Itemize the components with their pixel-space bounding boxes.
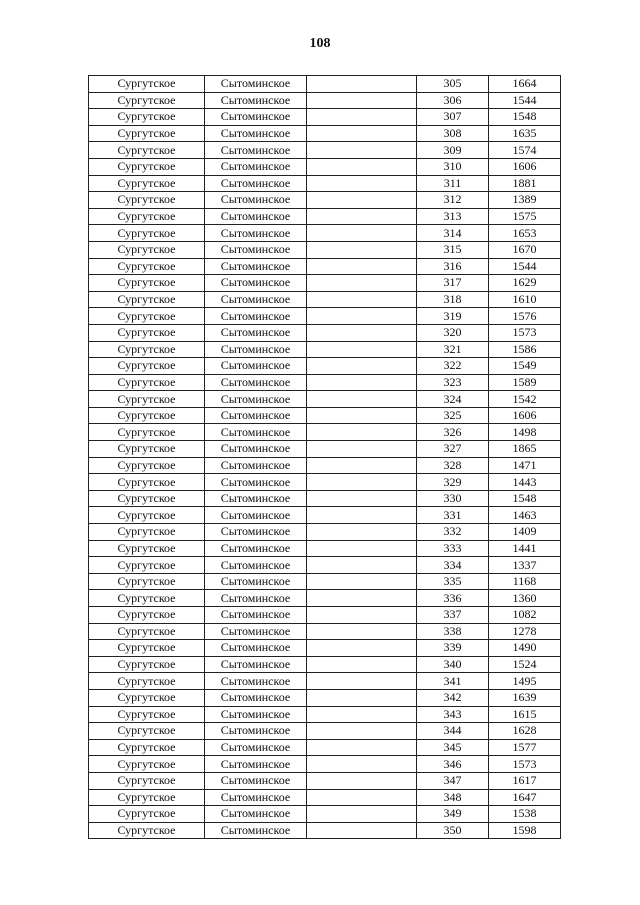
- area-name-cell: Сытоминское: [205, 590, 307, 607]
- field-name-cell: Сургутское: [89, 341, 205, 358]
- field-name-cell: Сургутское: [89, 756, 205, 773]
- well-number-cell: 322: [417, 358, 489, 375]
- empty-cell: [307, 225, 417, 242]
- empty-cell: [307, 158, 417, 175]
- area-name-cell: Сытоминское: [205, 175, 307, 192]
- field-name-cell: Сургутское: [89, 474, 205, 491]
- empty-cell: [307, 457, 417, 474]
- table-row: [89, 341, 561, 358]
- area-name-cell: Сытоминское: [205, 689, 307, 706]
- value-cell: 1495: [489, 673, 561, 690]
- well-number-cell: 316: [417, 258, 489, 275]
- well-number-cell: 309: [417, 142, 489, 159]
- empty-cell: [307, 76, 417, 93]
- value-cell: 1389: [489, 192, 561, 209]
- area-name-cell: Сытоминское: [205, 158, 307, 175]
- well-number-cell: 308: [417, 125, 489, 142]
- field-name-cell: Сургутское: [89, 806, 205, 823]
- empty-cell: [307, 142, 417, 159]
- empty-cell: [307, 756, 417, 773]
- field-name-cell: Сургутское: [89, 308, 205, 325]
- value-cell: 1573: [489, 756, 561, 773]
- table-row: [89, 640, 561, 657]
- area-name-cell: Сытоминское: [205, 208, 307, 225]
- area-name-cell: Сытоминское: [205, 391, 307, 408]
- well-number-cell: 305: [417, 76, 489, 93]
- table-row: [89, 806, 561, 823]
- field-name-cell: Сургутское: [89, 490, 205, 507]
- area-name-cell: Сытоминское: [205, 324, 307, 341]
- field-name-cell: Сургутское: [89, 689, 205, 706]
- field-name-cell: Сургутское: [89, 92, 205, 109]
- field-name-cell: Сургутское: [89, 789, 205, 806]
- table-row: [89, 822, 561, 839]
- empty-cell: [307, 723, 417, 740]
- value-cell: 1664: [489, 76, 561, 93]
- well-number-cell: 306: [417, 92, 489, 109]
- empty-cell: [307, 524, 417, 541]
- well-number-cell: 320: [417, 324, 489, 341]
- field-name-cell: Сургутское: [89, 723, 205, 740]
- empty-cell: [307, 739, 417, 756]
- field-name-cell: Сургутское: [89, 441, 205, 458]
- well-number-cell: 317: [417, 275, 489, 292]
- field-name-cell: Сургутское: [89, 192, 205, 209]
- area-name-cell: Сытоминское: [205, 772, 307, 789]
- empty-cell: [307, 208, 417, 225]
- area-name-cell: Сытоминское: [205, 192, 307, 209]
- empty-cell: [307, 590, 417, 607]
- value-cell: 1544: [489, 258, 561, 275]
- area-name-cell: Сытоминское: [205, 739, 307, 756]
- table-row: [89, 756, 561, 773]
- value-cell: 1639: [489, 689, 561, 706]
- well-number-cell: 313: [417, 208, 489, 225]
- value-cell: 1610: [489, 291, 561, 308]
- area-name-cell: Сытоминское: [205, 258, 307, 275]
- well-number-cell: 327: [417, 441, 489, 458]
- empty-cell: [307, 640, 417, 657]
- well-number-cell: 347: [417, 772, 489, 789]
- well-number-cell: 328: [417, 457, 489, 474]
- table-row: [89, 358, 561, 375]
- area-name-cell: Сытоминское: [205, 341, 307, 358]
- value-cell: 1548: [489, 490, 561, 507]
- area-name-cell: Сытоминское: [205, 457, 307, 474]
- value-cell: 1490: [489, 640, 561, 657]
- area-name-cell: Сытоминское: [205, 407, 307, 424]
- area-name-cell: Сытоминское: [205, 374, 307, 391]
- value-cell: 1586: [489, 341, 561, 358]
- well-number-cell: 319: [417, 308, 489, 325]
- well-number-cell: 334: [417, 557, 489, 574]
- value-cell: 1576: [489, 308, 561, 325]
- value-cell: 1538: [489, 806, 561, 823]
- field-name-cell: Сургутское: [89, 507, 205, 524]
- value-cell: 1617: [489, 772, 561, 789]
- area-name-cell: Сытоминское: [205, 640, 307, 657]
- well-number-cell: 331: [417, 507, 489, 524]
- value-cell: 1409: [489, 524, 561, 541]
- empty-cell: [307, 308, 417, 325]
- well-number-cell: 350: [417, 822, 489, 839]
- well-number-cell: 318: [417, 291, 489, 308]
- page-number: 108: [309, 36, 331, 51]
- value-cell: 1443: [489, 474, 561, 491]
- area-name-cell: Сытоминское: [205, 540, 307, 557]
- table-row: [89, 474, 561, 491]
- value-cell: 1575: [489, 208, 561, 225]
- field-name-cell: Сургутское: [89, 291, 205, 308]
- value-cell: 1441: [489, 540, 561, 557]
- area-name-cell: Сытоминское: [205, 474, 307, 491]
- field-name-cell: Сургутское: [89, 656, 205, 673]
- well-number-cell: 337: [417, 607, 489, 624]
- empty-cell: [307, 125, 417, 142]
- table-row: [89, 158, 561, 175]
- value-cell: 1463: [489, 507, 561, 524]
- area-name-cell: Сытоминское: [205, 656, 307, 673]
- well-number-cell: 307: [417, 109, 489, 126]
- field-name-cell: Сургутское: [89, 391, 205, 408]
- well-number-cell: 310: [417, 158, 489, 175]
- area-name-cell: Сытоминское: [205, 706, 307, 723]
- empty-cell: [307, 291, 417, 308]
- table-row: [89, 175, 561, 192]
- field-name-cell: Сургутское: [89, 640, 205, 657]
- table-row: [89, 739, 561, 756]
- empty-cell: [307, 241, 417, 258]
- value-cell: 1524: [489, 656, 561, 673]
- well-number-cell: 325: [417, 407, 489, 424]
- table-row: [89, 557, 561, 574]
- field-name-cell: Сургутское: [89, 275, 205, 292]
- empty-cell: [307, 689, 417, 706]
- area-name-cell: Сытоминское: [205, 358, 307, 375]
- field-name-cell: Сургутское: [89, 557, 205, 574]
- area-name-cell: Сытоминское: [205, 441, 307, 458]
- table-row: [89, 291, 561, 308]
- table-row: [89, 623, 561, 640]
- table-row: [89, 772, 561, 789]
- empty-cell: [307, 258, 417, 275]
- area-name-cell: Сытоминское: [205, 789, 307, 806]
- well-number-cell: 323: [417, 374, 489, 391]
- table-row: [89, 573, 561, 590]
- table-row: [89, 109, 561, 126]
- table-body: [89, 76, 561, 839]
- empty-cell: [307, 92, 417, 109]
- empty-cell: [307, 673, 417, 690]
- area-name-cell: Сытоминское: [205, 275, 307, 292]
- well-number-cell: 335: [417, 573, 489, 590]
- empty-cell: [307, 474, 417, 491]
- table-row: [89, 540, 561, 557]
- table-row: [89, 457, 561, 474]
- empty-cell: [307, 822, 417, 839]
- well-number-cell: 349: [417, 806, 489, 823]
- value-cell: 1653: [489, 225, 561, 242]
- empty-cell: [307, 175, 417, 192]
- well-number-cell: 329: [417, 474, 489, 491]
- area-name-cell: Сытоминское: [205, 76, 307, 93]
- area-name-cell: Сытоминское: [205, 92, 307, 109]
- well-number-cell: 345: [417, 739, 489, 756]
- field-name-cell: Сургутское: [89, 524, 205, 541]
- field-name-cell: Сургутское: [89, 175, 205, 192]
- table-row: [89, 208, 561, 225]
- field-name-cell: Сургутское: [89, 457, 205, 474]
- field-name-cell: Сургутское: [89, 142, 205, 159]
- table-row: [89, 441, 561, 458]
- field-name-cell: Сургутское: [89, 739, 205, 756]
- table-row: [89, 673, 561, 690]
- field-name-cell: Сургутское: [89, 324, 205, 341]
- field-name-cell: Сургутское: [89, 158, 205, 175]
- field-name-cell: Сургутское: [89, 208, 205, 225]
- well-number-cell: 315: [417, 241, 489, 258]
- empty-cell: [307, 789, 417, 806]
- field-name-cell: Сургутское: [89, 258, 205, 275]
- table-row: [89, 192, 561, 209]
- empty-cell: [307, 192, 417, 209]
- well-number-cell: 314: [417, 225, 489, 242]
- value-cell: 1574: [489, 142, 561, 159]
- area-name-cell: Сытоминское: [205, 142, 307, 159]
- table-row: [89, 125, 561, 142]
- empty-cell: [307, 656, 417, 673]
- area-name-cell: Сытоминское: [205, 225, 307, 242]
- table-row: [89, 789, 561, 806]
- field-name-cell: Сургутское: [89, 590, 205, 607]
- value-cell: 1881: [489, 175, 561, 192]
- table-row: [89, 490, 561, 507]
- area-name-cell: Сытоминское: [205, 308, 307, 325]
- empty-cell: [307, 490, 417, 507]
- value-cell: 1629: [489, 275, 561, 292]
- value-cell: 1573: [489, 324, 561, 341]
- value-cell: 1589: [489, 374, 561, 391]
- field-name-cell: Сургутское: [89, 607, 205, 624]
- value-cell: 1168: [489, 573, 561, 590]
- empty-cell: [307, 623, 417, 640]
- empty-cell: [307, 341, 417, 358]
- well-number-cell: 341: [417, 673, 489, 690]
- area-name-cell: Сытоминское: [205, 607, 307, 624]
- empty-cell: [307, 557, 417, 574]
- field-name-cell: Сургутское: [89, 623, 205, 640]
- value-cell: 1337: [489, 557, 561, 574]
- table-row: [89, 92, 561, 109]
- well-number-cell: 346: [417, 756, 489, 773]
- field-name-cell: Сургутское: [89, 772, 205, 789]
- table-row: [89, 656, 561, 673]
- value-cell: 1498: [489, 424, 561, 441]
- value-cell: 1647: [489, 789, 561, 806]
- value-cell: 1577: [489, 739, 561, 756]
- area-name-cell: Сытоминское: [205, 557, 307, 574]
- value-cell: 1615: [489, 706, 561, 723]
- area-name-cell: Сытоминское: [205, 109, 307, 126]
- well-number-cell: 330: [417, 490, 489, 507]
- well-number-cell: 332: [417, 524, 489, 541]
- field-name-cell: Сургутское: [89, 225, 205, 242]
- field-name-cell: Сургутское: [89, 76, 205, 93]
- field-name-cell: Сургутское: [89, 424, 205, 441]
- area-name-cell: Сытоминское: [205, 125, 307, 142]
- field-name-cell: Сургутское: [89, 358, 205, 375]
- table-row: [89, 723, 561, 740]
- area-name-cell: Сытоминское: [205, 822, 307, 839]
- area-name-cell: Сытоминское: [205, 623, 307, 640]
- value-cell: 1549: [489, 358, 561, 375]
- value-cell: 1606: [489, 158, 561, 175]
- empty-cell: [307, 540, 417, 557]
- well-number-cell: 321: [417, 341, 489, 358]
- empty-cell: [307, 573, 417, 590]
- value-cell: 1471: [489, 457, 561, 474]
- value-cell: 1278: [489, 623, 561, 640]
- table-row: [89, 275, 561, 292]
- well-number-cell: 339: [417, 640, 489, 657]
- well-number-cell: 336: [417, 590, 489, 607]
- empty-cell: [307, 806, 417, 823]
- area-name-cell: Сытоминское: [205, 291, 307, 308]
- table-row: [89, 308, 561, 325]
- empty-cell: [307, 407, 417, 424]
- table-row: [89, 407, 561, 424]
- area-name-cell: Сытоминское: [205, 806, 307, 823]
- well-number-cell: 333: [417, 540, 489, 557]
- value-cell: 1544: [489, 92, 561, 109]
- empty-cell: [307, 706, 417, 723]
- value-cell: 1628: [489, 723, 561, 740]
- empty-cell: [307, 324, 417, 341]
- area-name-cell: Сытоминское: [205, 573, 307, 590]
- table-row: [89, 374, 561, 391]
- table-row: [89, 142, 561, 159]
- well-number-cell: 312: [417, 192, 489, 209]
- field-name-cell: Сургутское: [89, 673, 205, 690]
- empty-cell: [307, 441, 417, 458]
- empty-cell: [307, 507, 417, 524]
- area-name-cell: Сытоминское: [205, 673, 307, 690]
- table-row: [89, 590, 561, 607]
- well-number-cell: 338: [417, 623, 489, 640]
- well-number-cell: 343: [417, 706, 489, 723]
- table-row: [89, 225, 561, 242]
- empty-cell: [307, 109, 417, 126]
- field-name-cell: Сургутское: [89, 109, 205, 126]
- table-row: [89, 507, 561, 524]
- well-number-cell: 342: [417, 689, 489, 706]
- area-name-cell: Сытоминское: [205, 756, 307, 773]
- value-cell: 1670: [489, 241, 561, 258]
- table-row: [89, 689, 561, 706]
- empty-cell: [307, 607, 417, 624]
- empty-cell: [307, 424, 417, 441]
- area-name-cell: Сытоминское: [205, 524, 307, 541]
- well-number-cell: 340: [417, 656, 489, 673]
- value-cell: 1360: [489, 590, 561, 607]
- value-cell: 1606: [489, 407, 561, 424]
- table-row: [89, 607, 561, 624]
- area-name-cell: Сытоминское: [205, 490, 307, 507]
- well-number-cell: 324: [417, 391, 489, 408]
- well-number-cell: 326: [417, 424, 489, 441]
- well-number-cell: 348: [417, 789, 489, 806]
- field-name-cell: Сургутское: [89, 706, 205, 723]
- well-number-cell: 311: [417, 175, 489, 192]
- well-number-cell: 344: [417, 723, 489, 740]
- area-name-cell: Сытоминское: [205, 507, 307, 524]
- value-cell: 1865: [489, 441, 561, 458]
- field-name-cell: Сургутское: [89, 407, 205, 424]
- value-cell: 1542: [489, 391, 561, 408]
- field-name-cell: Сургутское: [89, 540, 205, 557]
- field-name-cell: Сургутское: [89, 125, 205, 142]
- table-row: [89, 76, 561, 93]
- empty-cell: [307, 391, 417, 408]
- table-row: [89, 424, 561, 441]
- table-row: [89, 258, 561, 275]
- table-row: [89, 524, 561, 541]
- table-row: [89, 324, 561, 341]
- value-cell: 1635: [489, 125, 561, 142]
- value-cell: 1548: [489, 109, 561, 126]
- table-row: [89, 391, 561, 408]
- field-name-cell: Сургутское: [89, 822, 205, 839]
- empty-cell: [307, 358, 417, 375]
- value-cell: 1598: [489, 822, 561, 839]
- table-row: [89, 706, 561, 723]
- value-cell: 1082: [489, 607, 561, 624]
- empty-cell: [307, 275, 417, 292]
- field-name-cell: Сургутское: [89, 241, 205, 258]
- area-name-cell: Сытоминское: [205, 424, 307, 441]
- field-name-cell: Сургутское: [89, 374, 205, 391]
- empty-cell: [307, 374, 417, 391]
- data-table: [88, 75, 561, 839]
- table-row: [89, 241, 561, 258]
- area-name-cell: Сытоминское: [205, 723, 307, 740]
- empty-cell: [307, 772, 417, 789]
- area-name-cell: Сытоминское: [205, 241, 307, 258]
- field-name-cell: Сургутское: [89, 573, 205, 590]
